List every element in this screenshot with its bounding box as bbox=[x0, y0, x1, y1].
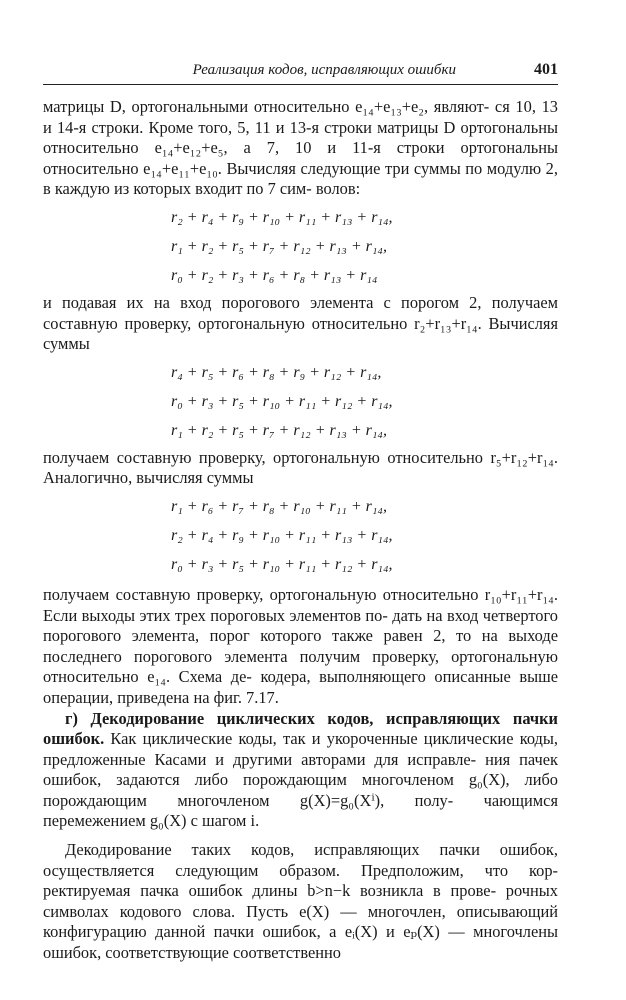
text-line: ния пачек ошибок, задаются либо порождающим многочленом bbox=[43, 749, 558, 790]
page-body bbox=[43, 97, 558, 964]
text-line: дать на вход четвертого порогового элемента, порог которого bbox=[43, 605, 558, 646]
formula: r₁ + r₂ + r₅ + r₇ + r₁₂ + r₁₃ + r₁₄, bbox=[171, 237, 387, 255]
text-line: составную проверку, ортогональную относительно r₂+r₁₃+r₁₄. bbox=[43, 313, 482, 333]
formula: r₀ + r₃ + r₅ + r₁₀ + r₁₁ + r₁₂ + r₁₄, bbox=[171, 392, 393, 410]
formula: r₁ + r₂ + r₅ + r₇ + r₁₂ + r₁₃ + r₁₄, bbox=[171, 421, 387, 439]
formula-group-1 bbox=[43, 203, 558, 290]
text-line: кодера, выполняющего описанные выше операции, приведена bbox=[43, 667, 558, 707]
paragraph-5 bbox=[43, 709, 558, 833]
text-line: описывающий конфигурацию данной пачки ошибок, а eᵢ(X) и bbox=[43, 901, 558, 942]
running-header bbox=[43, 58, 558, 85]
formula-group-2 bbox=[43, 358, 558, 445]
paragraph-1 bbox=[43, 97, 558, 200]
formula: r₀ + r₂ + r₃ + r₆ + r₈ + r₁₃ + r₁₄ bbox=[171, 266, 378, 284]
paragraph-gap bbox=[43, 832, 558, 840]
text-line: ся 10, 13 и 14-я строки. Кроме того, 5, 11 и 13-я строки матрицы bbox=[43, 97, 558, 137]
text-line: чающимся перемежением g₀(X) с шагом i. bbox=[43, 790, 558, 831]
text-line: ортогональны относительно e₁₄+e₁₁+e₁₀. Вычисляя следующие bbox=[43, 138, 559, 178]
text-line: получим проверку, ортогональную относительно e₁₄. Схема де- bbox=[43, 646, 558, 687]
page-number: 401 bbox=[534, 61, 558, 78]
text-line: матрицы D, ортогональными относительно e₁₄+e₁₃+e₂, являют- bbox=[43, 97, 490, 116]
text-line: D ортогональны относительно e₁₄+e₁₂+e₅, а 7, 10 и 11-я строки bbox=[43, 117, 558, 158]
formula: r₀ + r₃ + r₅ + r₁₀ + r₁₁ + r₁₂ + r₁₄, bbox=[171, 555, 393, 573]
running-title: Реализация кодов, исправляющих ошибки bbox=[192, 62, 456, 78]
text-line: ректируемая пачка ошибок длины b>n−k возникла в прове- bbox=[43, 881, 497, 901]
formula: r₂ + r₄ + r₉ + r₁₀ + r₁₁ + r₁₃ + r₁₄, bbox=[171, 208, 393, 226]
formula: r₂ + r₄ + r₉ + r₁₀ + r₁₁ + r₁₃ + r₁₄, bbox=[171, 526, 393, 544]
text-line: g₀(X), либо порождающим многочленом g(X)=g₀(Xⁱ), полу- bbox=[43, 770, 558, 810]
text-line: и подавая их на вход порогового элемента с порогом 2, получаем bbox=[43, 292, 558, 312]
book-page bbox=[43, 58, 558, 964]
text-line: r₁₀+r₁₁+r₁₄. Если выходы этих трех пороговых элементов по- bbox=[43, 584, 558, 625]
text-line: r₅+r₁₂+r₁₄. Аналогично, вычисляя суммы bbox=[43, 447, 558, 488]
text-line: осуществляется следующим образом. Предположим, что кор- bbox=[43, 860, 558, 880]
text-line: коды, предложенные Касами и другими авторами для исправле- bbox=[43, 729, 558, 769]
text-line: получаем составную проверку, ортогональную относительно bbox=[43, 447, 483, 467]
text-line: Декодирование таких кодов, исправляющих пачки ошибок, bbox=[65, 840, 558, 860]
formula: r₄ + r₅ + r₆ + r₈ + r₉ + r₁₂ + r₁₄, bbox=[171, 363, 382, 381]
text-line: на фиг. 7.17. bbox=[193, 687, 279, 707]
text-line: три суммы по модулю 2, в каждую из которых входит по 7 сим- bbox=[43, 158, 558, 199]
text-line: рочных символах кодового слова. Пусть e(X) — многочлен, bbox=[43, 881, 558, 921]
text-line: Вычисляя суммы bbox=[43, 313, 558, 354]
text-line: получаем составную проверку, ортогональную относительно bbox=[43, 584, 479, 604]
text-line: eₚ(X) — многочлены ошибок, соответствующие соответственно bbox=[43, 922, 559, 963]
text-line: волов: bbox=[315, 179, 361, 199]
text-line: также равен 2, то на выходе последнего порогового элемента bbox=[43, 626, 558, 666]
paragraph-2 bbox=[43, 293, 558, 355]
formula: r₁ + r₆ + r₇ + r₈ + r₁₀ + r₁₁ + r₁₄, bbox=[171, 497, 387, 515]
paragraph-3 bbox=[43, 448, 558, 489]
paragraph-6 bbox=[43, 840, 558, 964]
formula-group-3 bbox=[43, 492, 558, 579]
text-line: Как циклические коды, так и укороченные циклические bbox=[110, 729, 514, 749]
section-heading: г) Декодирование циклических кодов, исправляющих пачки ошибок. bbox=[43, 708, 558, 749]
paragraph-4 bbox=[43, 585, 558, 709]
